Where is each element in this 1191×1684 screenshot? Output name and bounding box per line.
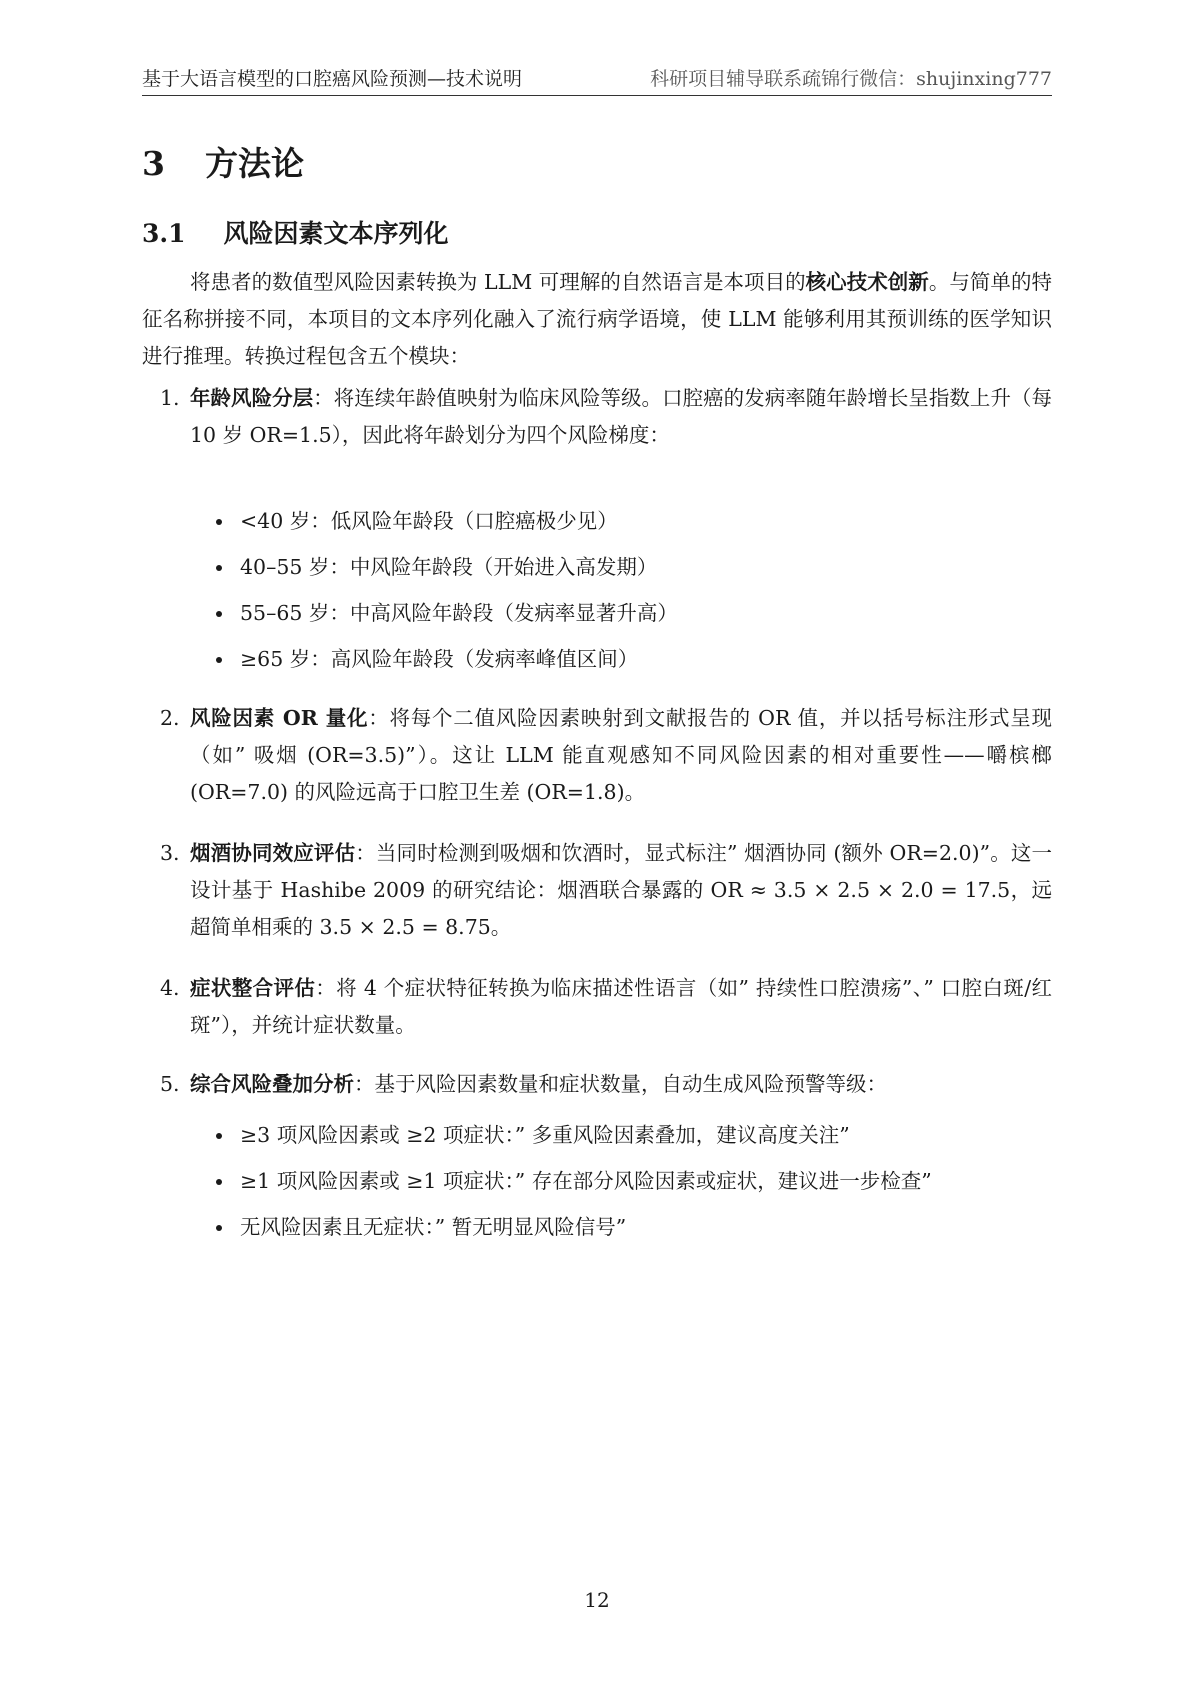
risk-level-bullets bbox=[212, 1112, 1052, 1250]
list-item-number: 1. bbox=[160, 386, 180, 410]
bullet-item: 40–55 岁：中风险年龄段（开始进入高发期） bbox=[212, 544, 1052, 590]
list-item-body bbox=[190, 1066, 1052, 1103]
list-item-number: 3. bbox=[160, 841, 180, 865]
list-item-number: 2. bbox=[160, 706, 180, 730]
intro-text-2: 。与简单的特征名称拼接不同，本项目的文本序列化融入了流行病学语境，使 LLM 能够利用其预训练的医学知识进行推理。转换过程包含五个模块： bbox=[142, 270, 1052, 368]
list-item-text: ：当同时检测到吸烟和饮酒时，显式标注” 烟酒协同 (额外 OR=2.0)”。这一设计基于 Hashibe 2009 的研究结论：烟酒联合暴露的 OR ≈ 3.5 × 2.5 × 2.0 = 17.5，远超简单相乘的 3.5 × 2.5 = 8.75。 bbox=[190, 841, 1053, 939]
page-number: 12 bbox=[584, 1588, 610, 1612]
list-item-body bbox=[190, 970, 1052, 1044]
section-number: 3 bbox=[142, 144, 165, 183]
intro-bold: 核心技术创新 bbox=[805, 270, 929, 294]
list-item-number: 4. bbox=[160, 976, 180, 1000]
intro-paragraph bbox=[142, 264, 1052, 375]
list-item-text: ：将连续年龄值映射为临床风险等级。口腔癌的发病率随年龄增长呈指数上升（每 10 岁 OR=1.5），因此将年龄划分为四个风险梯度： bbox=[190, 386, 1053, 447]
bullet-item: ≥65 岁：高风险年龄段（发病率峰值区间） bbox=[212, 636, 1052, 682]
subsection-number: 3.1 bbox=[142, 219, 186, 248]
list-item-heading: 综合风险叠加分析 bbox=[190, 1072, 354, 1096]
list-item-body bbox=[190, 380, 1052, 454]
section-title: 方法论 bbox=[204, 144, 304, 183]
bullet-item: 无风险因素且无症状：” 暂无明显风险信号” bbox=[212, 1204, 1052, 1250]
list-item-text: ：将 4 个症状特征转换为临床描述性语言（如” 持续性口腔溃疡”、” 口腔白斑/红斑”），并统计症状数量。 bbox=[190, 976, 1052, 1037]
subsection-heading bbox=[142, 214, 449, 250]
list-item-text: ：基于风险因素数量和症状数量，自动生成风险预警等级： bbox=[354, 1072, 887, 1096]
bullet-item: <40 岁：低风险年龄段（口腔癌极少见） bbox=[212, 498, 1052, 544]
list-item-number: 5. bbox=[160, 1072, 180, 1096]
header-title: 基于大语言模型的口腔癌风险预测—技术说明 bbox=[142, 68, 523, 90]
section-heading bbox=[142, 138, 304, 185]
age-risk-bullets bbox=[212, 498, 1052, 682]
bullet-item: 55–65 岁：中高风险年龄段（发病率显著升高） bbox=[212, 590, 1052, 636]
bullet-item: ≥3 项风险因素或 ≥2 项症状：” 多重风险因素叠加，建议高度关注” bbox=[212, 1112, 1052, 1158]
subsection-title: 风险因素文本序列化 bbox=[223, 219, 449, 248]
page bbox=[142, 0, 1052, 1684]
list-item-heading: 症状整合评估 bbox=[190, 976, 316, 1000]
header-contact: 科研项目辅导联系疏锦行微信：shujinxing777 bbox=[650, 68, 1052, 90]
list-item-body bbox=[190, 700, 1052, 811]
list-item-heading: 年龄风险分层 bbox=[190, 386, 314, 410]
list-item-body bbox=[190, 835, 1052, 946]
bullet-item: ≥1 项风险因素或 ≥1 项症状：” 存在部分风险因素或症状，建议进一步检查” bbox=[212, 1158, 1052, 1204]
list-item-text: ：将每个二值风险因素映射到文献报告的 OR 值，并以括号标注形式呈现（如” 吸烟 (OR=3.5)”）。这让 LLM 能直观感知不同风险因素的相对重要性——嚼槟榔 (OR=7.0) 的风险远高于口腔卫生差 (OR=1.8)。 bbox=[190, 706, 1052, 804]
intro-text-1: 将患者的数值型风险因素转换为 LLM 可理解的自然语言是本项目的 bbox=[190, 270, 806, 294]
list-item-heading: 风险因素 OR 量化 bbox=[190, 706, 369, 730]
list-item-heading: 烟酒协同效应评估 bbox=[190, 841, 356, 865]
running-header bbox=[142, 66, 1052, 96]
